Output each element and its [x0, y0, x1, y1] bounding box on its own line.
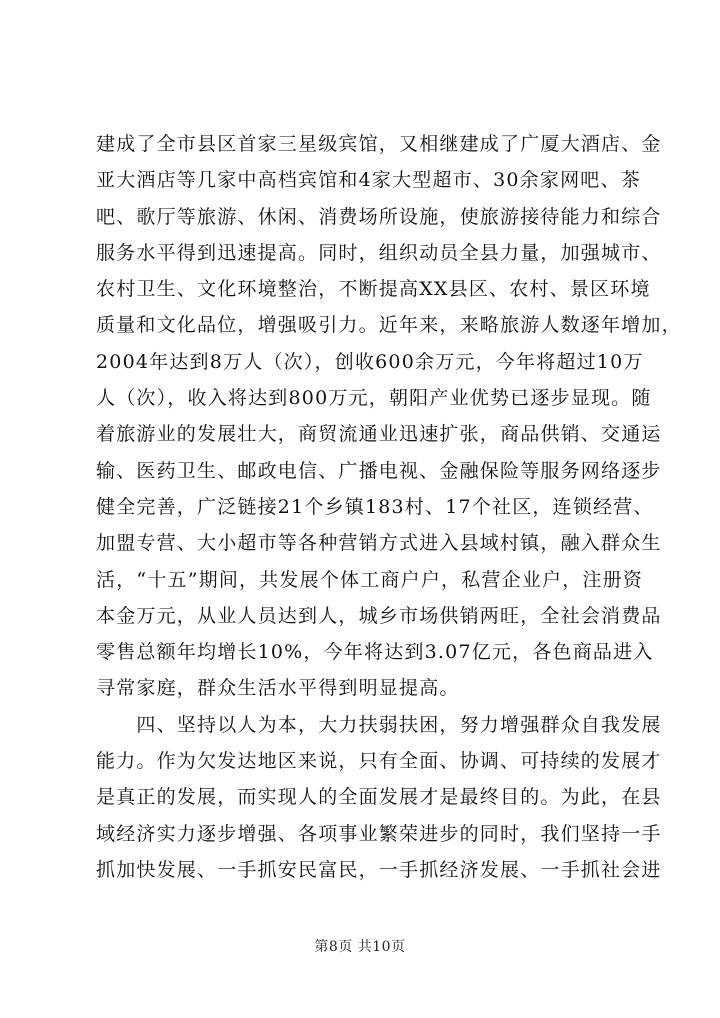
text-line: 着旅游业的发展壮大，商贸流通业迅速扩张，商品供销、交通运 [96, 423, 662, 446]
text-line: 健全完善，广泛链接21个乡镇183村、17个社区，连锁经营、 [96, 495, 654, 518]
text-line: 质量和文化品位，增强吸引力。近年来，来略旅游人数逐年增加， [96, 314, 682, 337]
text-line: 建成了全市县区首家三星级宾馆，又相继建成了广厦大酒店、金 [96, 133, 662, 155]
page-number-footer: 第8页 共10页 [314, 939, 406, 955]
text-line: 四、坚持以人为本，大力扶弱扶困，努力增强群众自我发展 [96, 713, 662, 736]
text-line: 域经济实力逐步增强、各项事业繁荣进步的同时，我们坚持一手 [96, 822, 662, 845]
text-line: 寻常家庭，群众生活水平得到明显提高。 [96, 677, 460, 700]
text-line: 活，“十五”期间，共发展个体工商户户，私营企业户，注册资 [96, 568, 644, 591]
text-line: 亚大酒店等几家中高档宾馆和4家大型超市、30余家网吧、茶 [96, 169, 641, 192]
text-line: 能力。作为欠发达地区来说，只有全面、协调、可持续的发展才 [96, 750, 662, 773]
text-line: 加盟专营、大小超市等各种营销方式进入县域村镇，融入群众生 [96, 532, 662, 555]
body-text [96, 126, 682, 888]
text-line: 零售总额年均增长10%，今年将达到3.07亿元，各色商品进入 [96, 641, 654, 664]
text-line: 人（次），收入将达到800万元，朝阳产业优势已逐步显现。随 [96, 387, 652, 410]
text-line: 本金万元，从业人员达到人，城乡市场供销两旺，全社会消费品 [96, 604, 662, 627]
text-line: 农村卫生、文化环境整治，不断提高XX县区、农村、景区环境 [96, 278, 651, 301]
text-line: 是真正的发展，而实现人的全面发展才是最终目的。为此，在县 [96, 786, 662, 809]
text-line: 输、医药卫生、邮政电信、广播电视、金融保险等服务网络逐步 [96, 459, 662, 482]
text-line: 抓加快发展、一手抓安民富民，一手抓经济发展、一手抓社会进 [96, 858, 662, 881]
text-line: 吧、歌厅等旅游、休闲、消费场所设施，使旅游接待能力和综合 [96, 205, 662, 228]
text-line: 服务水平得到迅速提高。同时，组织动员全县力量，加强城市、 [96, 241, 662, 264]
text-line: 2004年达到8万人（次），创收600余万元，今年将超过10万 [96, 350, 644, 373]
